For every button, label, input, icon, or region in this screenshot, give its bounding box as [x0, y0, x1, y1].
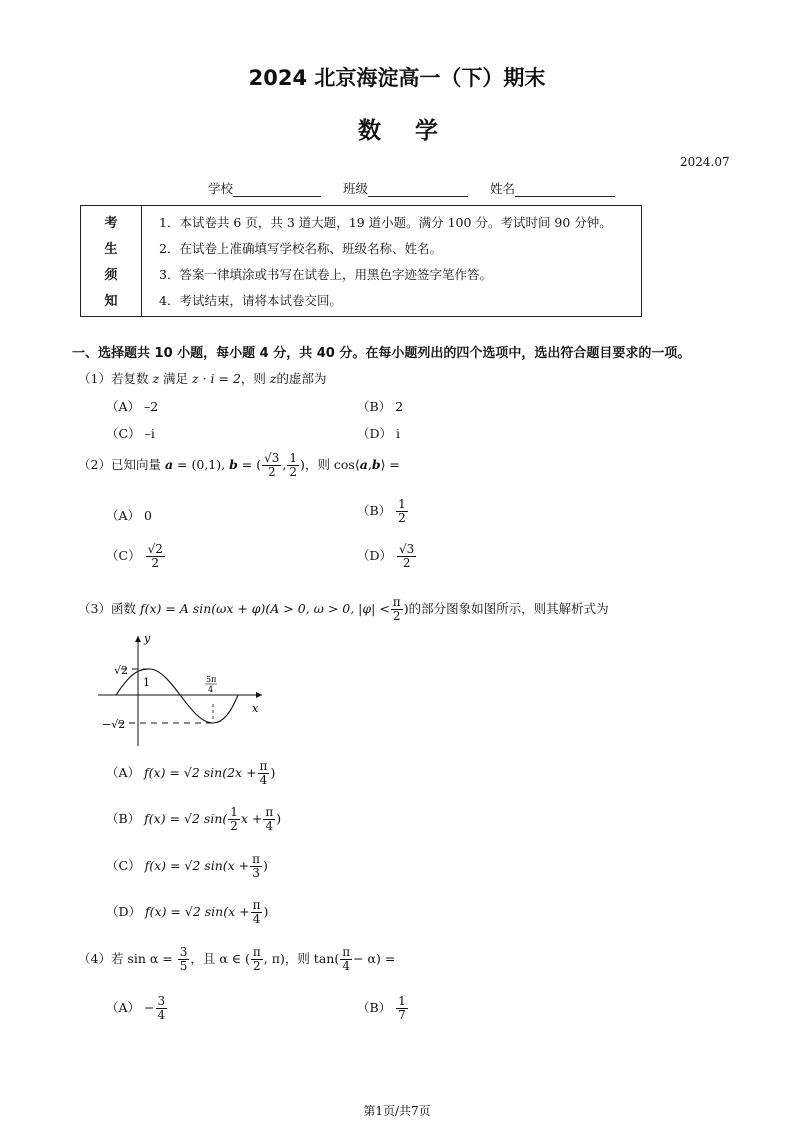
stem-text: ，则 — [240, 371, 266, 386]
exam-notice-box — [80, 205, 642, 317]
fraction: $\frac{1}{2}$ — [289, 451, 298, 479]
option-value: 0 — [144, 508, 152, 523]
q1-option-c[interactable] — [106, 424, 155, 442]
page-number: 第1页/共7页 — [363, 1104, 431, 1118]
option-label: （C） — [106, 426, 141, 441]
fraction: $\frac{\pi}{3}$ — [252, 852, 261, 880]
mark-num: 5π — [206, 675, 217, 684]
page-title: 2024 北京海淀高一（下）期末 — [248, 66, 546, 90]
q2-option-d[interactable] — [357, 543, 417, 570]
subject-title: 数学 — [358, 118, 472, 144]
x-axis-label: x — [252, 702, 259, 715]
option-label: （B） — [357, 1000, 392, 1015]
school-label: 学校 — [208, 181, 234, 196]
option-value: ) — [263, 904, 269, 919]
max-label: √2 — [114, 664, 129, 677]
notice-char: 知 — [104, 294, 118, 309]
var-z: z — [269, 371, 277, 386]
q2-option-a[interactable] — [106, 506, 152, 524]
stem-text: , — [367, 457, 372, 472]
stem-text: 函数 — [110, 601, 136, 616]
stem-text: 的虚部为 — [276, 371, 327, 386]
stem-text: ，则 cos⟨ — [304, 457, 360, 472]
q1-option-b[interactable] — [357, 397, 403, 415]
option-label: （D） — [357, 548, 393, 563]
exam-date: 2024.07 — [680, 155, 730, 169]
option-value: –2 — [144, 399, 159, 414]
fraction: $\frac{1}{2}$ — [398, 497, 406, 525]
option-label: （A） — [106, 1000, 141, 1015]
math-expr: = ( — [237, 457, 262, 472]
fraction: $\frac{\pi}{2}$ — [392, 595, 401, 623]
option-label: （A） — [106, 508, 141, 523]
min-label: −√2 — [102, 718, 126, 731]
fraction: $\frac{√3}{2}$ — [399, 542, 415, 570]
section-heading: 一、选择题共 10 小题，每小题 4 分，共 40 分。在每小题列出的四个选项中，选出符合题目要求的一项。 — [72, 346, 691, 361]
fraction: $\frac{√2}{2}$ — [147, 542, 163, 570]
stem-text: 若复数 — [110, 371, 149, 386]
option-label: （C） — [106, 858, 141, 873]
stem-text: ，且 α ∈ ( — [190, 951, 250, 966]
option-value: ) — [276, 811, 282, 826]
fraction: $\frac{3}{4}$ — [157, 994, 166, 1022]
fraction: $\frac{3}{5}$ — [179, 945, 188, 973]
math-expr: f(x) = A sin(ωx + φ)(A > 0, ω > 0, |φ| < — [139, 601, 390, 616]
fraction: $\frac{\pi}{4}$ — [259, 759, 268, 787]
question-1-stem — [78, 369, 327, 387]
q3-option-b[interactable] — [106, 806, 281, 833]
fraction: $\frac{\pi}{4}$ — [342, 945, 351, 973]
name-label: 姓名 — [489, 181, 515, 196]
vector-a: a — [359, 457, 368, 472]
q1-option-a[interactable] — [106, 397, 158, 415]
stem-text: 已知向量 — [110, 457, 161, 472]
notice-line: 2．在试卷上准确填写学校名称、班级名称、姓名。 — [159, 241, 442, 256]
fraction: $\frac{\pi}{2}$ — [252, 945, 261, 973]
math-expr: = (0,1), — [173, 457, 226, 472]
sine-curve — [116, 669, 238, 723]
option-value: f(x) = √2 sin(x + — [144, 858, 250, 873]
q4-option-b[interactable] — [357, 995, 409, 1022]
option-label: （D） — [106, 904, 142, 919]
stem-text: )的部分图象如图所示，则其解析式为 — [403, 601, 609, 616]
student-info-row — [208, 179, 615, 197]
math-expr: − α) = — [353, 951, 396, 966]
stem-text: , π)，则 tan( — [263, 951, 340, 966]
stem-text: 满足 — [163, 371, 189, 386]
option-value: f(x) = √2 sin( — [144, 811, 228, 826]
question-number: （4） — [78, 951, 111, 966]
q2-option-b[interactable] — [357, 498, 409, 525]
notice-char: 须 — [104, 268, 118, 283]
question-number: （1） — [78, 371, 111, 386]
option-label: （D） — [357, 426, 393, 441]
option-label: （B） — [106, 811, 141, 826]
var-z: z — [152, 371, 160, 386]
option-value: f(x) = √2 sin(x + — [145, 904, 250, 919]
name-field[interactable] — [515, 183, 615, 197]
fraction: $\frac{1}{7}$ — [398, 994, 406, 1022]
class-field[interactable] — [368, 183, 468, 197]
math-expr: z · i = 2 — [192, 371, 241, 386]
notice-char: 考 — [104, 216, 118, 231]
option-label: （A） — [106, 765, 141, 780]
class-label: 班级 — [342, 181, 368, 196]
notice-char: 生 — [104, 242, 118, 257]
notice-line: 4．考试结束，请将本试卷交回。 — [159, 293, 342, 308]
option-value: f(x) = √2 sin(2x + — [144, 765, 257, 780]
mark-den: 4 — [208, 685, 214, 694]
math-expr: ) — [300, 457, 305, 472]
vector-b: b — [371, 457, 381, 472]
question-2-stem: （2）已知向量 a = (0,1), b = ( $\frac{√3}{2}$ , $\frac{1}{2}$ )，则 cos⟨a,b⟩ = — [78, 451, 400, 479]
notice-side-label — [81, 206, 142, 316]
q4-option-a[interactable] — [106, 995, 168, 1022]
sine-graph — [98, 632, 268, 750]
fraction: $\frac{\pi}{4}$ — [265, 805, 274, 833]
option-value: ) — [270, 765, 276, 780]
q3-option-a[interactable] — [106, 760, 275, 787]
fraction: $\frac{√3}{2}$ — [264, 451, 280, 479]
option-value: i — [396, 426, 401, 441]
option-value: –i — [144, 426, 155, 441]
option-value: 2 — [395, 399, 404, 414]
fraction: $\frac{1}{2}$ — [230, 805, 238, 833]
fraction: $\frac{\pi}{4}$ — [252, 898, 261, 926]
notice-line: 3．答案一律填涂或书写在试卷上，用黑色字迹签字笔作答。 — [159, 267, 492, 282]
math-expr: 若 sin α = — [110, 951, 173, 966]
question-number: （3） — [78, 601, 111, 616]
vector-b: b — [229, 457, 238, 472]
option-label: （B） — [357, 399, 392, 414]
school-field[interactable] — [233, 183, 321, 197]
vector-a: a — [164, 457, 174, 472]
option-value: x + — [240, 811, 263, 826]
y-axis-label: y — [144, 632, 151, 645]
q3-option-d[interactable] — [106, 899, 268, 926]
intercept-label: 1 — [143, 676, 150, 689]
notice-line: 1．本试卷共 6 页，共 3 道大题，19 道小题。满分 100 分。考试时间 90 分钟。 — [159, 215, 612, 230]
option-value: − — [144, 1000, 155, 1015]
question-4-stem — [78, 946, 395, 973]
option-value: ) — [263, 858, 268, 873]
q3-option-c[interactable] — [106, 853, 268, 880]
q1-option-d[interactable] — [357, 424, 400, 442]
option-label: （C） — [106, 548, 141, 563]
option-label: （B） — [357, 503, 392, 518]
option-label: （A） — [106, 399, 141, 414]
q2-option-c[interactable] — [106, 543, 166, 570]
question-number: （2） — [78, 457, 111, 472]
question-3-stem — [78, 596, 609, 623]
stem-text: ⟩ = — [380, 457, 400, 472]
